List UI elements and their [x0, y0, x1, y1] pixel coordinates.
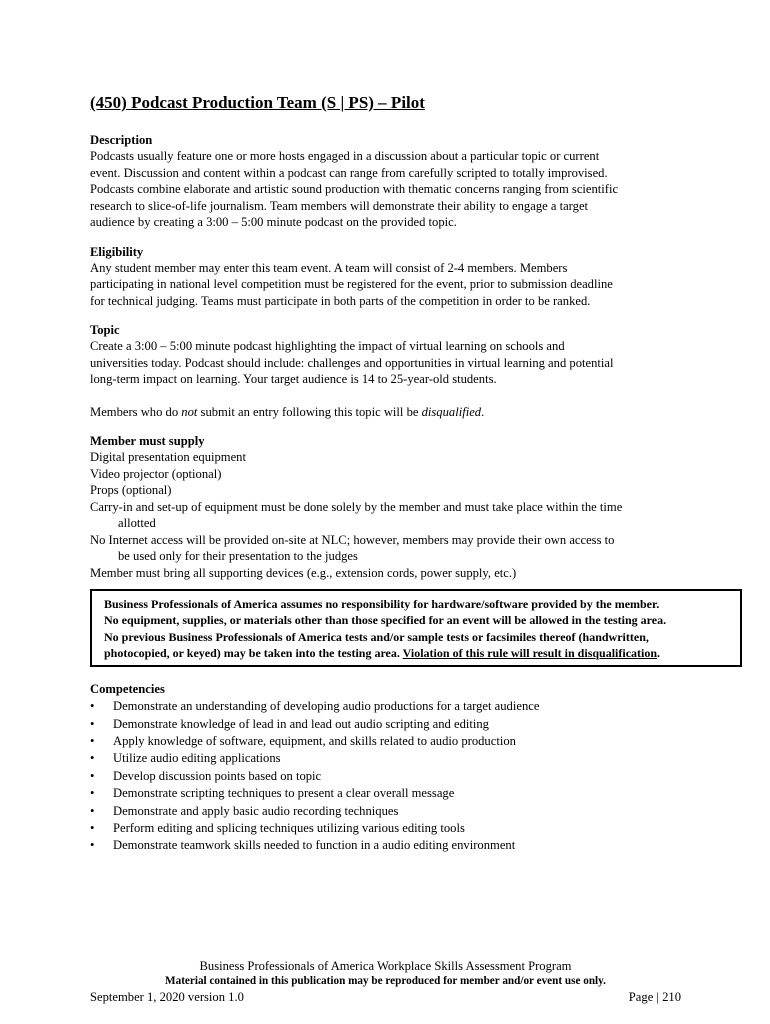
- list-item: [90, 733, 690, 750]
- notice-line: No previous Business Professionals of America tests and/or sample tests or facsimiles thereof (handwritten,: [104, 629, 649, 644]
- text-line: long-term impact on learning. Your target audience is 14 to 25-year-old students.: [90, 372, 497, 386]
- supply-text: [90, 449, 690, 581]
- list-item: [90, 837, 690, 854]
- text-line: Podcasts combine elaborate and artistic sound production with thematic concerns ranging from scientific: [90, 182, 619, 196]
- text-line: Create a 3:00 – 5:00 minute podcast highlighting the impact of virtual learning on schools and: [90, 339, 565, 353]
- text-line: participating in national level competition must be registered for the event, prior to submission deadline: [90, 277, 613, 291]
- notice-line: Business Professionals of America assumes no responsibility for hardware/software provided by the member.: [104, 597, 660, 611]
- supply-carry-in: Carry-in and set-up of equipment must be done solely by the member and must take place within the time: [90, 499, 623, 514]
- notice-box: [90, 589, 742, 667]
- text-line: event. Discussion and content within a podcast can range from carefully scripted to totally improvised.: [90, 165, 608, 180]
- bullet-icon: •: [90, 734, 95, 748]
- footer-program: Business Professionals of America Workplace Skills Assessment Program: [199, 959, 572, 973]
- eligibility-text: [90, 260, 690, 310]
- bullet-icon: •: [90, 786, 95, 801]
- list-item: [90, 803, 690, 820]
- text-line: Any student member may enter this team event. A team will consist of 2-4 members. Members: [90, 260, 568, 275]
- bullet-icon: •: [90, 768, 95, 783]
- topic-section: [90, 322, 690, 420]
- topic-disqualify-note: [90, 404, 690, 421]
- list-item: [90, 820, 690, 837]
- list-item-text: Demonstrate teamwork skills needed to function in a audio editing environment: [113, 838, 516, 853]
- supply-section: [90, 433, 690, 581]
- note-emphasis: disqualified: [421, 404, 482, 419]
- list-item: [90, 750, 690, 767]
- footer-row: [90, 989, 681, 1005]
- supply-devices: Member must bring all supporting devices (e.g., extension cords, power supply, etc.): [90, 565, 517, 580]
- list-item-text: Demonstrate an understanding of developing audio productions for a target audience: [113, 699, 540, 714]
- eligibility-section: [90, 244, 690, 310]
- topic-text: [90, 338, 690, 420]
- list-item-text: Develop discussion points based on topic: [113, 768, 322, 783]
- supply-item: Props (optional): [90, 483, 172, 497]
- eligibility-heading: Eligibility: [90, 244, 144, 259]
- footer-date: September 1, 2020 version 1.0: [90, 990, 244, 1004]
- bullet-icon: •: [90, 838, 95, 853]
- note-text: .: [481, 404, 485, 419]
- text-line: research to slice-of-life journalism. Team members will demonstrate their ability to engage a target: [90, 198, 589, 213]
- bullet-icon: •: [90, 821, 95, 836]
- footer-notice: Material contained in this publication may be reproduced for member and/or event use only.: [165, 975, 606, 987]
- bullet-icon: •: [90, 751, 95, 766]
- notice-text: photocopied, or keyed) may be taken into the testing area.: [104, 645, 403, 660]
- supply-carry-in-cont: allotted: [118, 516, 156, 530]
- document-page: [90, 92, 690, 868]
- list-item-text: Perform editing and splicing techniques utilizing various editing tools: [113, 821, 465, 836]
- description-text: [90, 148, 690, 231]
- bullet-icon: •: [90, 803, 95, 818]
- topic-heading: Topic: [90, 323, 120, 337]
- supply-item: Video projector (optional): [90, 466, 222, 481]
- description-heading: Description: [90, 133, 153, 147]
- bullet-icon: •: [90, 716, 95, 731]
- competencies-list: [90, 698, 690, 855]
- text-line: universities today. Podcast should include: challenges and opportunities in virtual learning and potential: [90, 355, 614, 370]
- list-item-text: Demonstrate scripting techniques to present a clear overall message: [113, 786, 455, 801]
- page-title: (450) Podcast Production Team (S | PS) – Pilot: [90, 93, 425, 112]
- note-emphasis: not: [181, 404, 198, 419]
- supply-internet-cont: be used only for their presentation to the judges: [118, 549, 358, 563]
- text-line: audience by creating a 3:00 – 5:00 minute podcast on the provided topic.: [90, 215, 457, 229]
- notice-line: No equipment, supplies, or materials other than those specified for an event will be allowed in the testing area.: [104, 613, 667, 628]
- description-section: [90, 132, 690, 231]
- competencies-section: [90, 681, 690, 855]
- list-item: [90, 698, 690, 715]
- list-item-text: Demonstrate knowledge of lead in and lead out audio scripting and editing: [113, 716, 489, 731]
- supply-internet: No Internet access will be provided on-site at NLC; however, members may provide their own access to: [90, 532, 615, 547]
- note-text: submit an entry following this topic will be: [197, 404, 422, 419]
- bullet-icon: •: [90, 699, 95, 714]
- notice-text: .: [657, 645, 661, 660]
- list-item: [90, 785, 690, 802]
- list-item-text: Demonstrate and apply basic audio recording techniques: [113, 803, 399, 818]
- text-line: for technical judging. Teams must participate in both parts of the competition in order to be ranked.: [90, 293, 591, 308]
- supply-heading: Member must supply: [90, 434, 205, 448]
- list-item: [90, 716, 690, 733]
- page-number: Page | 210: [628, 990, 681, 1004]
- notice-warning: Violation of this rule will result in disqualification: [402, 645, 658, 660]
- list-item-text: Apply knowledge of software, equipment, and skills related to audio production: [113, 734, 516, 748]
- supply-item: Digital presentation equipment: [90, 450, 246, 464]
- list-item-text: Utilize audio editing applications: [113, 751, 281, 766]
- page-footer: [90, 958, 681, 1005]
- list-item: [90, 768, 690, 785]
- competencies-heading: Competencies: [90, 682, 165, 697]
- note-text: Members who do: [90, 404, 182, 419]
- text-line: Podcasts usually feature one or more hosts engaged in a discussion about a particular topic or current: [90, 149, 600, 163]
- notice-line: [104, 645, 730, 661]
